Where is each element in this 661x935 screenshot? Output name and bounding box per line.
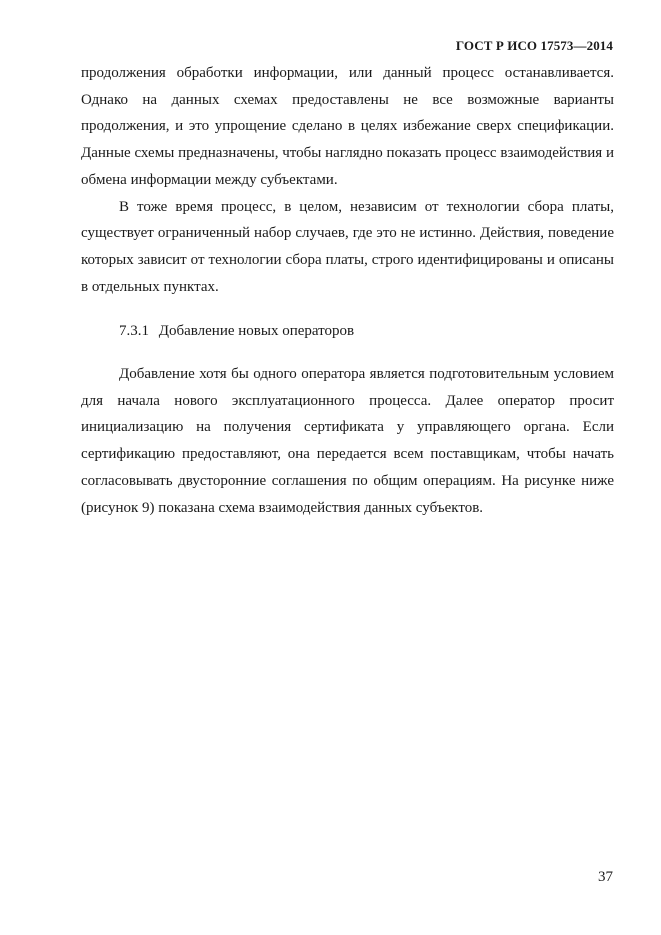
section-number: 7.3.1 (119, 323, 149, 340)
page-body (81, 60, 614, 521)
section-paragraph: Добавление хотя бы одного оператора является подготовительным условием для начала нового эксплуатационного процесса. Далее оператор просит инициализацию на получения сертификата у управляющего органа. Если сертификацию предоставляют, она передается всем поставщикам, чтобы начать согласовывать двусторонние соглашения по общим операциям. На рисунке ниже (рисунок 9) показана схема взаимодействия данных субъектов. (81, 366, 614, 516)
section-heading (81, 318, 614, 345)
page-number: 37 (598, 869, 613, 885)
body-paragraph-continuation: продолжения обработки информации, или данный процесс останавливается. Однако на данных схемах предоставлены не все возможные варианты продолжения, и это упрощение сделано в целях избежание сверх спецификации. Данные схемы предназначены, чтобы наглядно показать процесс взаимодействия и обмена информации между субъектами. (81, 65, 614, 188)
document-header: ГОСТ Р ИСО 17573—2014 (455, 38, 613, 53)
body-paragraph: В тоже время процесс, в целом, независим от технологии сбора платы, существует ограниченный набор случаев, где это не истинно. Действия, поведение которых зависит от технологии сбора платы, строго идентифицированы и описаны в отдельных пунктах. (81, 198, 614, 295)
section-title: Добавление новых операторов (158, 323, 355, 340)
